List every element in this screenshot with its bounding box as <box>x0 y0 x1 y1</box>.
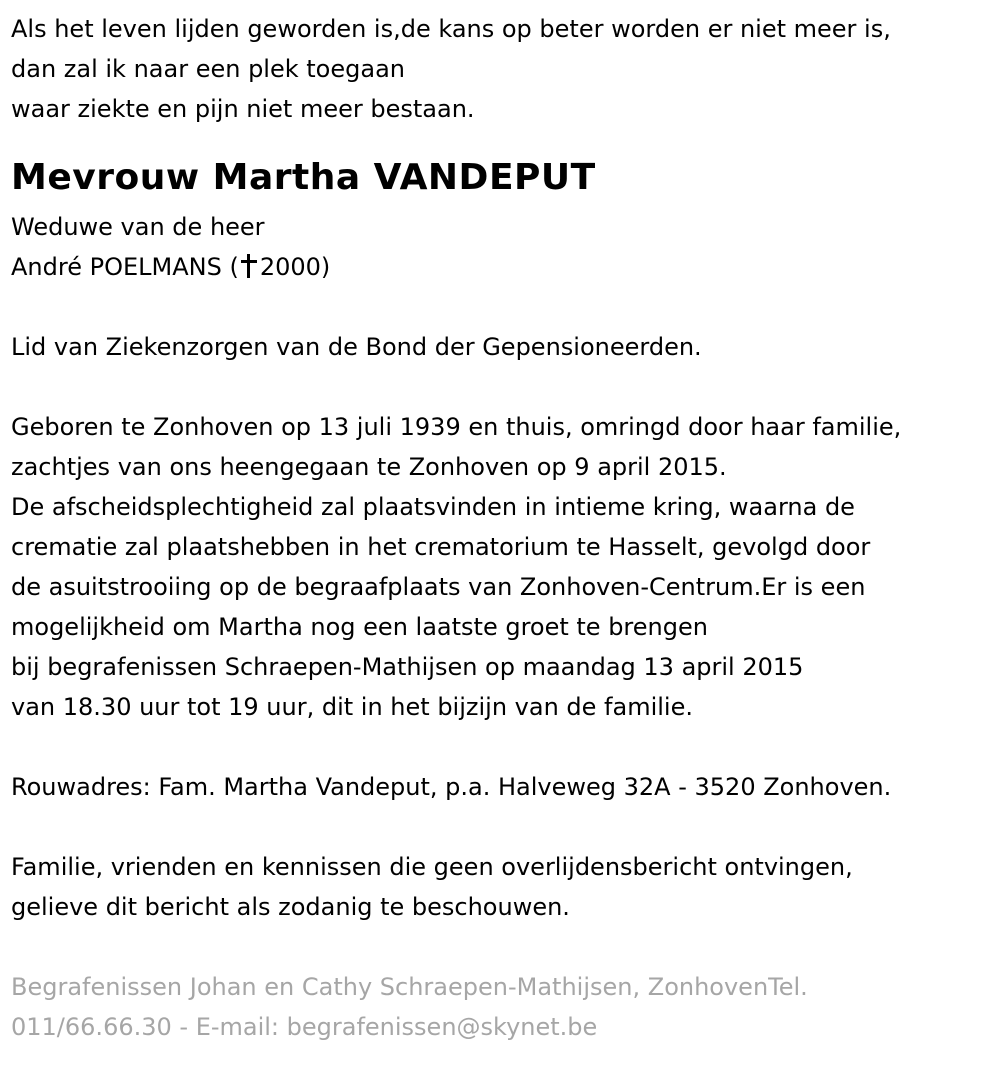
announcement-line: zachtjes van ons heengegaan te Zonhoven op 9 april 2015. <box>11 453 727 481</box>
announcement-line: Geboren te Zonhoven op 13 juli 1939 en thuis, omringd door haar familie, <box>11 413 902 441</box>
spacer <box>11 287 1000 327</box>
spouse-name: André POELMANS ( <box>11 253 239 281</box>
notice-line: gelieve dit bericht als zodanig te beschouwen. <box>11 893 570 921</box>
membership-line: Lid van Ziekenzorgen van de Bond der Gepensioneerden. <box>11 333 702 361</box>
poem-block <box>11 9 1000 129</box>
spacer <box>11 927 1000 967</box>
latin-cross-icon <box>240 253 258 279</box>
footer-line: 011/66.66.30 - E-mail: begrafenissen@skynet.be <box>11 1013 598 1041</box>
footer-line: Begrafenissen Johan en Cathy Schraepen-Mathijsen, ZonhovenTel. <box>11 973 808 1001</box>
spouse-death-year: 2000) <box>259 253 331 281</box>
spacer <box>11 807 1000 847</box>
funeral-home-footer <box>11 967 1000 1047</box>
spacer <box>11 727 1000 767</box>
widow-line: Weduwe van de heer <box>11 213 265 241</box>
deceased-block <box>11 153 1000 287</box>
announcement-block <box>11 407 1000 727</box>
announcement-line: van 18.30 uur tot 19 uur, dit in het bijzijn van de familie. <box>11 693 693 721</box>
announcement-line: mogelijkheid om Martha nog een laatste groet te brengen <box>11 613 708 641</box>
deceased-name: Mevrouw Martha VANDEPUT <box>11 157 596 198</box>
spacer <box>11 367 1000 407</box>
announcement-line: crematie zal plaatshebben in het crematorium te Hasselt, gevolgd door <box>11 533 871 561</box>
poem-line: dan zal ik naar een plek toegaan <box>11 55 405 83</box>
address-line: Rouwadres: Fam. Martha Vandeput, p.a. Halveweg 32A - 3520 Zonhoven. <box>11 773 892 801</box>
announcement-line: De afscheidsplechtigheid zal plaatsvinden in intieme kring, waarna de <box>11 493 855 521</box>
spouse-line <box>11 247 1000 287</box>
poem-line: waar ziekte en pijn niet meer bestaan. <box>11 95 475 123</box>
notice-block <box>11 847 1000 927</box>
announcement-line: de asuitstrooiing op de begraafplaats van Zonhoven-Centrum.Er is een <box>11 573 866 601</box>
announcement-line: bij begrafenissen Schraepen-Mathijsen op maandag 13 april 2015 <box>11 653 804 681</box>
poem-line: Als het leven lijden geworden is,de kans op beter worden er niet meer is, <box>11 15 891 43</box>
notice-line: Familie, vrienden en kennissen die geen overlijdensbericht ontvingen, <box>11 853 853 881</box>
